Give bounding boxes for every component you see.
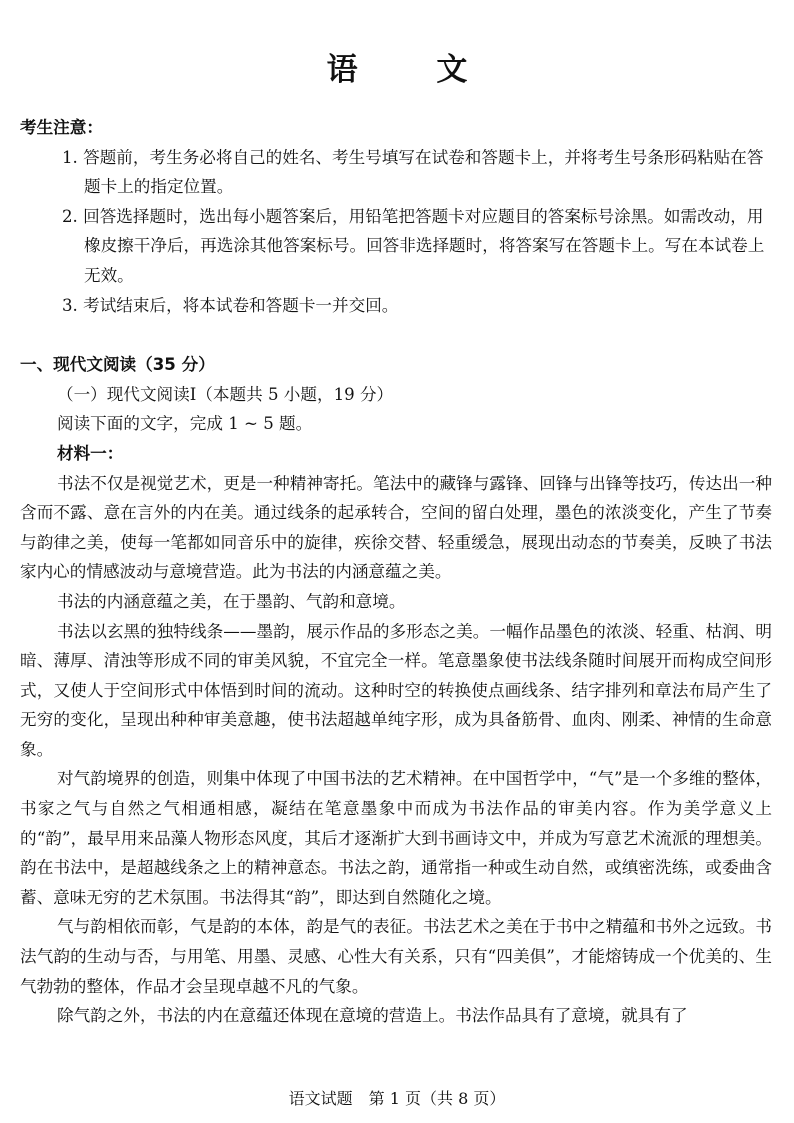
notice-item: 3. 考试结束后，将本试卷和答题卡一并交回。	[62, 295, 399, 315]
body-paragraph: 气与韵相依而彰，气是韵的本体，韵是气的表征。书法艺术之美在于书中之精蕴和书外之远致。书法气韵的生动与否，与用笔、用墨、灵感、心性大有关系，只有“四美俱”，才能熔铸成一个优美的、生气勃勃的整体，作品才会呈现卓越不凡的气象。	[20, 917, 772, 996]
page-content	[20, 113, 772, 1031]
body-paragraph: 书法的内涵意蕴之美，在于墨韵、气韵和意境。	[57, 591, 406, 611]
page-title: 语 文	[326, 52, 502, 88]
subsection-heading: （一）现代文阅读Ⅰ（本题共 5 小题，19 分）	[57, 384, 394, 404]
body-paragraph: 除气韵之外，书法的内在意蕴还体现在意境的营造上。书法作品具有了意境，就具有了	[57, 1006, 688, 1026]
page-footer: 语文试题 第 1 页（共 8 页）	[288, 1089, 506, 1108]
section-heading: 一、现代文阅读（35 分）	[20, 355, 215, 375]
notice-heading: 考生注意：	[20, 118, 103, 137]
instruction-text: 阅读下面的文字，完成 1 ~ 5 题。	[57, 414, 313, 434]
body-paragraph: 对气韵境界的创造，则集中体现了中国书法的艺术精神。在中国哲学中，“气”是一个多维的整体，书家之气与自然之气相通相感，凝结在笔意墨象中而成为书法作品的审美内容。作为美学意义上的“韵”，最早用来品藻人物形态风度，其后才逐渐扩大到书画诗文中，并成为写意艺术流派的理想美。韵在书法中，是超越线条之上的精神意态。书法之韵，通常指一种或生动自然，或缜密洗练，或委曲含蓄、意味无穷的艺术氛围。书法得其“韵”，即达到自然随化之境。	[20, 769, 772, 907]
body-paragraph: 书法不仅是视觉艺术，更是一种精神寄托。笔法中的藏锋与露锋、回锋与出锋等技巧，传达出一种含而不露、意在言外的内在美。通过线条的起承转合，空间的留白处理，墨色的浓淡变化，产生了节奏与韵律之美，使每一笔都如同音乐中的旋律，疾徐交替、轻重缓急，展现出动态的节奏美，反映了书法家内心的情感波动与意境营造。此为书法的内涵意蕴之美。	[20, 473, 772, 582]
material-label: 材料一：	[57, 443, 124, 463]
spacer	[20, 320, 772, 350]
notice-item: 1. 答题前，考生务必将自己的姓名、考生号填写在试卷和答题卡上，并将考生号条形码粘贴在答题卡上的指定位置。	[62, 147, 764, 197]
notice-item: 2. 回答选择题时，选出每小题答案后，用铅笔把答题卡对应题目的答案标号涂黑。如需改动，用橡皮擦干净后，再选涂其他答案标号。回答非选择题时，将答案写在答题卡上。写在本试卷上无效。	[62, 206, 765, 285]
body-paragraph: 书法以玄黑的独特线条——墨韵，展示作品的多形态之美。一幅作品墨色的浓淡、轻重、枯润、明暗、薄厚、清浊等形成不同的审美风貌，不宜完全一样。笔意墨象使书法线条随时间展开而构成空间形式，又使人于空间形式中体悟到时间的流动。这种时空的转换使点画线条、结字排列和章法布局产生了无穷的变化，呈现出种种审美意趣，使书法超越单纯字形，成为具备筋骨、血肉、刚柔、神情的生命意象。	[20, 621, 772, 759]
